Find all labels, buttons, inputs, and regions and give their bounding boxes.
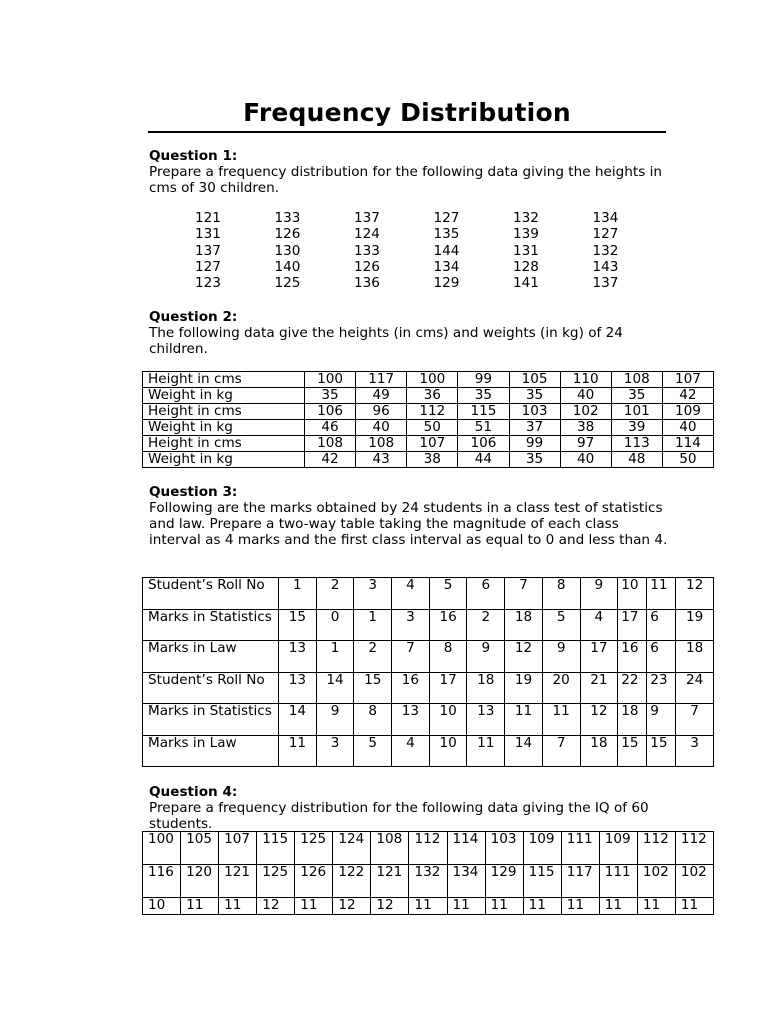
table-cell: 12: [676, 578, 714, 610]
table-cell: 11: [647, 578, 676, 610]
question-4-text: Prepare a frequency distribution for the following data giving the IQ of 60 students.: [149, 800, 649, 832]
grid-cell: 131: [513, 242, 539, 259]
table-row: [143, 578, 714, 610]
table-cell: 40: [356, 420, 407, 436]
table-cell: 108: [305, 436, 356, 452]
table-cell: 9: [316, 704, 354, 736]
grid-cell: 135: [433, 226, 460, 243]
table-cell: 18: [467, 672, 505, 704]
grid-cell: 121: [195, 210, 221, 226]
table-cell: 23: [647, 672, 676, 704]
table-cell: 11: [219, 898, 257, 915]
grid-cell: 137: [354, 210, 380, 226]
table-cell: 13: [279, 641, 317, 673]
grid-cell: 144: [433, 242, 460, 259]
table-cell: 115: [523, 865, 561, 898]
table-cell: 7: [505, 578, 543, 610]
table-cell: 125: [257, 865, 295, 898]
table-row: [143, 735, 714, 767]
table-row: [143, 865, 714, 898]
table-cell: 12: [333, 898, 371, 915]
table-cell: 35: [611, 388, 662, 404]
row-label: Student’s Roll No: [143, 578, 279, 610]
question-1-text: Prepare a frequency distribution for the following data giving the heights in cms of 30 children.: [149, 164, 663, 196]
table-cell: 100: [305, 372, 356, 388]
title-underline: [148, 131, 666, 133]
table-cell: 111: [561, 832, 599, 865]
table-cell: 3: [316, 735, 354, 767]
table-cell: 11: [485, 898, 523, 915]
table-cell: 4: [392, 735, 430, 767]
heights-grid: [195, 210, 672, 291]
row-label: Marks in Law: [143, 641, 279, 673]
table-cell: 14: [279, 704, 317, 736]
grid-cell: 140: [274, 258, 301, 275]
table-cell: 11: [637, 898, 675, 915]
grid-cell: 126: [354, 258, 380, 275]
table-cell: 107: [662, 372, 713, 388]
question-3: [149, 484, 669, 548]
table-cell: 40: [560, 388, 611, 404]
grid-cell: 127: [433, 210, 460, 226]
question-3-heading: Question 3:: [149, 484, 238, 500]
table-cell: 16: [429, 609, 467, 641]
table-cell: 1: [354, 609, 392, 641]
table-cell: 11: [447, 898, 485, 915]
table-cell: 39: [611, 420, 662, 436]
table-cell: 11: [523, 898, 561, 915]
table-cell: 2: [354, 641, 392, 673]
table-row: [143, 388, 714, 404]
table-cell: 9: [580, 578, 618, 610]
table-cell: 117: [356, 372, 407, 388]
row-label: Student’s Roll No: [143, 672, 279, 704]
table-cell: 108: [356, 436, 407, 452]
table-cell: 11: [542, 704, 580, 736]
table-cell: 38: [407, 452, 458, 468]
grid-row: [195, 275, 672, 291]
table-cell: 129: [485, 865, 523, 898]
table-cell: 115: [257, 832, 295, 865]
table-cell: 18: [580, 735, 618, 767]
grid-cell: 131: [195, 226, 221, 243]
table-row: [143, 609, 714, 641]
row-label: Height in cms: [143, 404, 305, 420]
table-cell: 103: [509, 404, 560, 420]
table-cell: 10: [143, 898, 181, 915]
row-label: Weight in kg: [143, 388, 305, 404]
table-cell: 43: [356, 452, 407, 468]
table-row: [143, 404, 714, 420]
table-cell: 12: [371, 898, 409, 915]
table-cell: 13: [392, 704, 430, 736]
table-cell: 106: [305, 404, 356, 420]
grid-cell: 127: [592, 226, 619, 243]
table-cell: 125: [295, 832, 333, 865]
table-cell: 15: [354, 672, 392, 704]
grid-cell: 128: [513, 258, 539, 275]
table-cell: 126: [295, 865, 333, 898]
row-label: Weight in kg: [143, 452, 305, 468]
table-cell: 11: [409, 898, 447, 915]
table-cell: 12: [580, 704, 618, 736]
table-cell: 37: [509, 420, 560, 436]
table-cell: 105: [509, 372, 560, 388]
table-row: [143, 372, 714, 388]
table-cell: 120: [181, 865, 219, 898]
row-label: Marks in Statistics: [143, 704, 279, 736]
table-cell: 35: [509, 388, 560, 404]
table-cell: 101: [611, 404, 662, 420]
table-cell: 117: [561, 865, 599, 898]
question-3-text: Following are the marks obtained by 24 students in a class test of statistics and law. Prepare a two-way table taking the magnitude of each class interval as 4 marks and the first class interval as equal to 0 and less than 4.: [149, 500, 668, 548]
table-cell: 134: [447, 865, 485, 898]
grid-row: [195, 259, 672, 275]
table-cell: 17: [580, 641, 618, 673]
table-cell: 3: [354, 578, 392, 610]
question-2: [149, 309, 669, 357]
grid-cell: 132: [513, 210, 539, 226]
table-row: [143, 898, 714, 915]
table-cell: 121: [219, 865, 257, 898]
grid-cell: 134: [433, 258, 460, 275]
table-cell: 112: [409, 832, 447, 865]
table-cell: 5: [354, 735, 392, 767]
table-cell: 42: [305, 452, 356, 468]
row-label: Marks in Statistics: [143, 609, 279, 641]
grid-cell: 126: [274, 226, 301, 243]
table-cell: 12: [505, 641, 543, 673]
grid-row: [195, 226, 672, 242]
heights-weights-table: [142, 371, 714, 468]
table-cell: 11: [599, 898, 637, 915]
table-cell: 108: [371, 832, 409, 865]
table-cell: 2: [467, 609, 505, 641]
table-cell: 35: [305, 388, 356, 404]
table-cell: 17: [618, 609, 647, 641]
table-cell: 11: [181, 898, 219, 915]
table-cell: 12: [257, 898, 295, 915]
row-label: Height in cms: [143, 436, 305, 452]
table-cell: 2: [316, 578, 354, 610]
table-cell: 24: [676, 672, 714, 704]
table-cell: 7: [542, 735, 580, 767]
table-cell: 14: [505, 735, 543, 767]
iq-table: [142, 831, 714, 915]
table-cell: 1: [279, 578, 317, 610]
table-cell: 9: [467, 641, 505, 673]
table-cell: 109: [662, 404, 713, 420]
question-1-heading: Question 1:: [149, 148, 238, 164]
table-cell: 114: [662, 436, 713, 452]
table-cell: 122: [333, 865, 371, 898]
table-cell: 46: [305, 420, 356, 436]
row-label: Height in cms: [143, 372, 305, 388]
table-cell: 6: [647, 609, 676, 641]
table-cell: 3: [676, 735, 714, 767]
table-cell: 40: [560, 452, 611, 468]
table-cell: 96: [356, 404, 407, 420]
table-cell: 97: [560, 436, 611, 452]
table-cell: 112: [675, 832, 713, 865]
row-label: Marks in Law: [143, 735, 279, 767]
table-cell: 35: [458, 388, 509, 404]
table-cell: 4: [392, 578, 430, 610]
table-cell: 15: [647, 735, 676, 767]
table-row: [143, 832, 714, 865]
table-cell: 18: [618, 704, 647, 736]
grid-cell: 129: [433, 275, 460, 292]
table-cell: 15: [279, 609, 317, 641]
table-cell: 7: [392, 641, 430, 673]
table-cell: 113: [611, 436, 662, 452]
table-cell: 35: [509, 452, 560, 468]
table-cell: 115: [458, 404, 509, 420]
table-cell: 11: [561, 898, 599, 915]
table-cell: 10: [618, 578, 647, 610]
table-cell: 4: [580, 609, 618, 641]
table-cell: 14: [316, 672, 354, 704]
table-cell: 5: [542, 609, 580, 641]
grid-cell: 133: [354, 242, 380, 259]
table-cell: 102: [637, 865, 675, 898]
table-cell: 50: [662, 452, 713, 468]
table-cell: 1: [316, 641, 354, 673]
table-cell: 108: [611, 372, 662, 388]
table-cell: 17: [429, 672, 467, 704]
table-cell: 40: [662, 420, 713, 436]
grid-cell: 130: [274, 242, 301, 259]
grid-cell: 143: [592, 258, 619, 275]
table-row: [143, 672, 714, 704]
table-cell: 8: [354, 704, 392, 736]
table-cell: 9: [647, 704, 676, 736]
table-cell: 103: [485, 832, 523, 865]
table-cell: 112: [637, 832, 675, 865]
marks-table: [142, 577, 714, 767]
table-cell: 42: [662, 388, 713, 404]
table-row: [143, 420, 714, 436]
table-cell: 112: [407, 404, 458, 420]
table-cell: 10: [429, 704, 467, 736]
grid-cell: 139: [513, 226, 539, 243]
table-row: [143, 436, 714, 452]
table-cell: 100: [143, 832, 181, 865]
grid-cell: 127: [195, 258, 221, 275]
table-cell: 8: [429, 641, 467, 673]
table-cell: 20: [542, 672, 580, 704]
table-cell: 99: [509, 436, 560, 452]
page-title: Frequency Distribution: [243, 98, 571, 127]
table-cell: 111: [599, 865, 637, 898]
table-cell: 107: [219, 832, 257, 865]
table-cell: 7: [676, 704, 714, 736]
table-cell: 3: [392, 609, 430, 641]
table-cell: 51: [458, 420, 509, 436]
grid-cell: 141: [513, 275, 539, 292]
table-cell: 18: [676, 641, 714, 673]
table-cell: 49: [356, 388, 407, 404]
table-cell: 110: [560, 372, 611, 388]
question-1: [149, 148, 669, 196]
table-cell: 48: [611, 452, 662, 468]
grid-cell: 137: [195, 242, 221, 259]
table-cell: 100: [407, 372, 458, 388]
grid-cell: 136: [354, 275, 380, 292]
table-cell: 11: [279, 735, 317, 767]
table-row: [143, 641, 714, 673]
table-cell: 16: [618, 641, 647, 673]
grid-cell: 124: [354, 226, 380, 243]
grid-row: [195, 210, 672, 226]
table-cell: 0: [316, 609, 354, 641]
grid-cell: 132: [592, 242, 619, 259]
grid-cell: 123: [195, 275, 221, 292]
table-cell: 109: [599, 832, 637, 865]
table-cell: 44: [458, 452, 509, 468]
table-cell: 116: [143, 865, 181, 898]
grid-cell: 125: [274, 275, 301, 292]
table-cell: 9: [542, 641, 580, 673]
table-cell: 18: [505, 609, 543, 641]
table-row: [143, 452, 714, 468]
table-cell: 38: [560, 420, 611, 436]
table-row: [143, 704, 714, 736]
table-cell: 124: [333, 832, 371, 865]
table-cell: 11: [295, 898, 333, 915]
table-cell: 105: [181, 832, 219, 865]
table-cell: 99: [458, 372, 509, 388]
table-cell: 16: [392, 672, 430, 704]
table-cell: 8: [542, 578, 580, 610]
grid-cell: 134: [592, 210, 619, 226]
table-cell: 121: [371, 865, 409, 898]
table-cell: 102: [675, 865, 713, 898]
table-cell: 36: [407, 388, 458, 404]
question-4: [149, 784, 669, 832]
row-label: Weight in kg: [143, 420, 305, 436]
table-cell: 10: [429, 735, 467, 767]
table-cell: 109: [523, 832, 561, 865]
table-cell: 22: [618, 672, 647, 704]
question-2-text: The following data give the heights (in cms) and weights (in kg) of 24 children.: [149, 325, 623, 357]
table-cell: 50: [407, 420, 458, 436]
table-cell: 19: [505, 672, 543, 704]
table-cell: 102: [560, 404, 611, 420]
table-cell: 11: [675, 898, 713, 915]
table-cell: 13: [279, 672, 317, 704]
grid-cell: 133: [274, 210, 301, 226]
table-cell: 19: [676, 609, 714, 641]
table-cell: 11: [467, 735, 505, 767]
table-cell: 107: [407, 436, 458, 452]
table-cell: 114: [447, 832, 485, 865]
table-cell: 6: [647, 641, 676, 673]
table-cell: 11: [505, 704, 543, 736]
question-2-heading: Question 2:: [149, 309, 238, 325]
table-cell: 106: [458, 436, 509, 452]
grid-cell: 137: [592, 275, 619, 292]
grid-row: [195, 243, 672, 259]
table-cell: 5: [429, 578, 467, 610]
table-cell: 13: [467, 704, 505, 736]
table-cell: 6: [467, 578, 505, 610]
table-cell: 21: [580, 672, 618, 704]
table-cell: 15: [618, 735, 647, 767]
question-4-heading: Question 4:: [149, 784, 238, 800]
table-cell: 132: [409, 865, 447, 898]
